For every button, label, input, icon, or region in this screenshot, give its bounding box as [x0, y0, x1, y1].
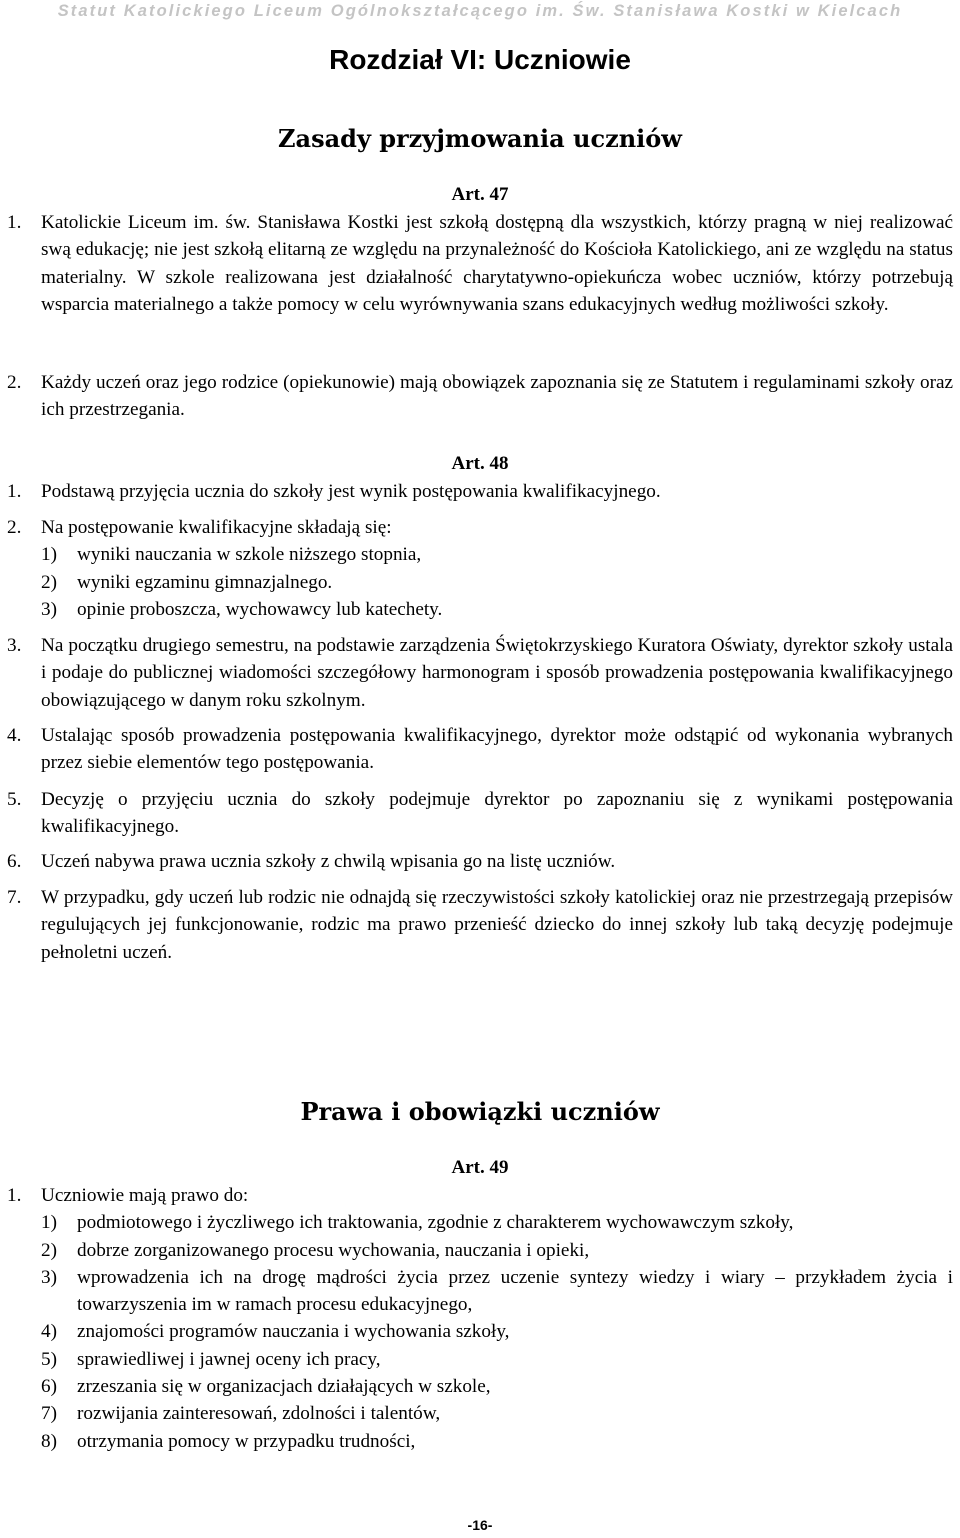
art-48-heading: Art. 48: [451, 453, 509, 474]
list-item: [7, 1264, 953, 1319]
chapter-title: Rozdział VI: Uczniowie: [329, 44, 631, 75]
paragraph-number: 5.: [7, 789, 22, 810]
paragraph-number: 1.: [7, 1185, 22, 1206]
item-text: podmiotowego i życzliwego ich traktowania, zgodnie z charakterem wychowawczym szkoły,: [77, 1212, 794, 1234]
item-number: 6): [41, 1376, 57, 1398]
item-number: 2): [41, 571, 57, 593]
section-title-rights: Prawa i obowiązki uczniów: [300, 1097, 660, 1126]
item-number: 8): [41, 1430, 57, 1452]
art-48-paragraph-7: [7, 884, 953, 966]
item-text: dobrze zorganizowanego procesu wychowania, nauczania i opieki,: [77, 1239, 590, 1261]
item-text: rozwijania zainteresowań, zdolności i talentów,: [77, 1403, 441, 1425]
list-item: [7, 596, 953, 623]
paragraph-text: W przypadku, gdy uczeń lub rodzic nie odnajdą się rzeczywistości szkoły katolickiej oraz nie przestrzegają przepisów regulujących jej funkcjonowanie, rodzic ma prawo przenieść dziecko do innej szkoły lub taką decyzję podejmuje pełnoletni uczeń.: [41, 887, 953, 963]
art-48-paragraph-1: [7, 478, 953, 505]
page-number: -16-: [467, 1517, 493, 1533]
paragraph-text: Decyzję o przyjęciu ucznia do szkoły podejmuje dyrektor po zapoznaniu się z wynikami postępowania kwalifikacyjnego.: [41, 789, 953, 838]
art-49-heading: Art. 49: [451, 1157, 509, 1178]
paragraph-text: Katolickie Liceum im. św. Stanisława Kostki jest szkołą dostępną dla wszystkich, którzy pragną w niej realizować swą edukację; nie jest szkołą elitarną ze względu na przynależność do Kościoła Katolickiego, ani ze względu na status materialny. W szkole realizowana jest działalność charytatywno-opiekuńcza wobec uczniów, którzy potrzebują wsparcia materialnego a także pomocy w celu wyrównywania szans edukacyjnych według możliwości szkoły.: [41, 212, 953, 315]
paragraph-text: Na postępowanie kwalifikacyjne składają się:: [41, 517, 392, 538]
list-item: [7, 541, 953, 568]
list-item: [7, 1237, 953, 1264]
list-item: [7, 1400, 953, 1427]
paragraph-number: 1.: [7, 212, 22, 233]
item-text: znajomości programów nauczania i wychowania szkoły,: [77, 1321, 510, 1343]
item-number: 4): [41, 1321, 57, 1343]
item-number: 2): [41, 1239, 57, 1261]
list-item: [7, 569, 953, 596]
paragraph-number: 6.: [7, 851, 22, 872]
item-text: otrzymania pomocy w przypadku trudności,: [77, 1430, 416, 1452]
art-49-paragraph-1: [7, 1182, 953, 1455]
list-item: [7, 1318, 953, 1345]
item-number: 1): [41, 1212, 57, 1234]
item-text: wyniki nauczania w szkole niższego stopnia,: [77, 544, 422, 566]
paragraph-text: Każdy uczeń oraz jego rodzice (opiekunowie) mają obowiązek zapoznania się ze Statutem i regulaminami szkoły oraz ich przestrzegania.: [41, 372, 953, 421]
list-item: [7, 1209, 953, 1236]
item-number: 7): [41, 1403, 57, 1425]
paragraph-number: 1.: [7, 481, 22, 502]
paragraph-number: 2.: [7, 372, 22, 393]
item-number: 3): [41, 598, 57, 620]
paragraph-text: Na początku drugiego semestru, na podstawie zarządzenia Świętokrzyskiego Kuratora Oświaty, dyrektor szkoły ustala i podaje do publicznej wiadomości szczegółowy harmonogram i sposób prowadzenia postępowania kwalifikacyjnego obowiązującego w danym roku szkolnym.: [41, 635, 953, 711]
item-text: wyniki egzaminu gimnazjalnego.: [77, 571, 333, 593]
item-text: wprowadzenia ich na drogę mądrości życia przez uczenie syntezy wiedzy i wiary – przykładem życia i towarzyszenia im w ramach procesu edukacyjnego,: [77, 1266, 953, 1316]
paragraph-number: 3.: [7, 635, 22, 656]
list-item: [7, 1346, 953, 1373]
list-item: [7, 1373, 953, 1400]
art-47-paragraph-2: [7, 369, 953, 424]
art-47-heading: Art. 47: [451, 184, 509, 205]
paragraph-text: Podstawą przyjęcia ucznia do szkoły jest wynik postępowania kwalifikacyjnego.: [41, 481, 661, 502]
art-48-paragraph-6: [7, 848, 953, 875]
paragraph-text: Uczniowie mają prawo do:: [41, 1185, 249, 1206]
item-text: zrzeszania się w organizacjach działających w szkole,: [77, 1376, 491, 1398]
running-header: Statut Katolickiego Liceum Ogólnokształcącego im. Św. Stanisława Kostki w Kielcach: [57, 2, 903, 20]
item-text: sprawiedliwej i jawnej oceny ich pracy,: [77, 1348, 381, 1370]
paragraph-number: 7.: [7, 887, 22, 908]
item-number: 1): [41, 544, 57, 566]
paragraph-text: Ustalając sposób prowadzenia postępowania kwalifikacyjnego, dyrektor może odstąpić od wykonania wybranych przez siebie elementów tego postępowania.: [41, 725, 953, 774]
item-number: 3): [41, 1266, 57, 1288]
art-48-paragraph-3: [7, 632, 953, 714]
section-title-admission: Zasady przyjmowania uczniów: [278, 124, 682, 153]
item-number: 5): [41, 1348, 57, 1370]
paragraph-number: 4.: [7, 725, 22, 746]
list-item: [7, 1428, 953, 1455]
paragraph-number: 2.: [7, 517, 22, 538]
art-48-paragraph-2: [7, 514, 953, 623]
art-47-paragraph-1: [7, 209, 953, 318]
paragraph-text: Uczeń nabywa prawa ucznia szkoły z chwilą wpisania go na listę uczniów.: [41, 851, 616, 872]
art-48-paragraph-5: [7, 786, 953, 841]
art-48-paragraph-4: [7, 722, 953, 777]
item-text: opinie proboszcza, wychowawcy lub katechety.: [77, 598, 443, 620]
